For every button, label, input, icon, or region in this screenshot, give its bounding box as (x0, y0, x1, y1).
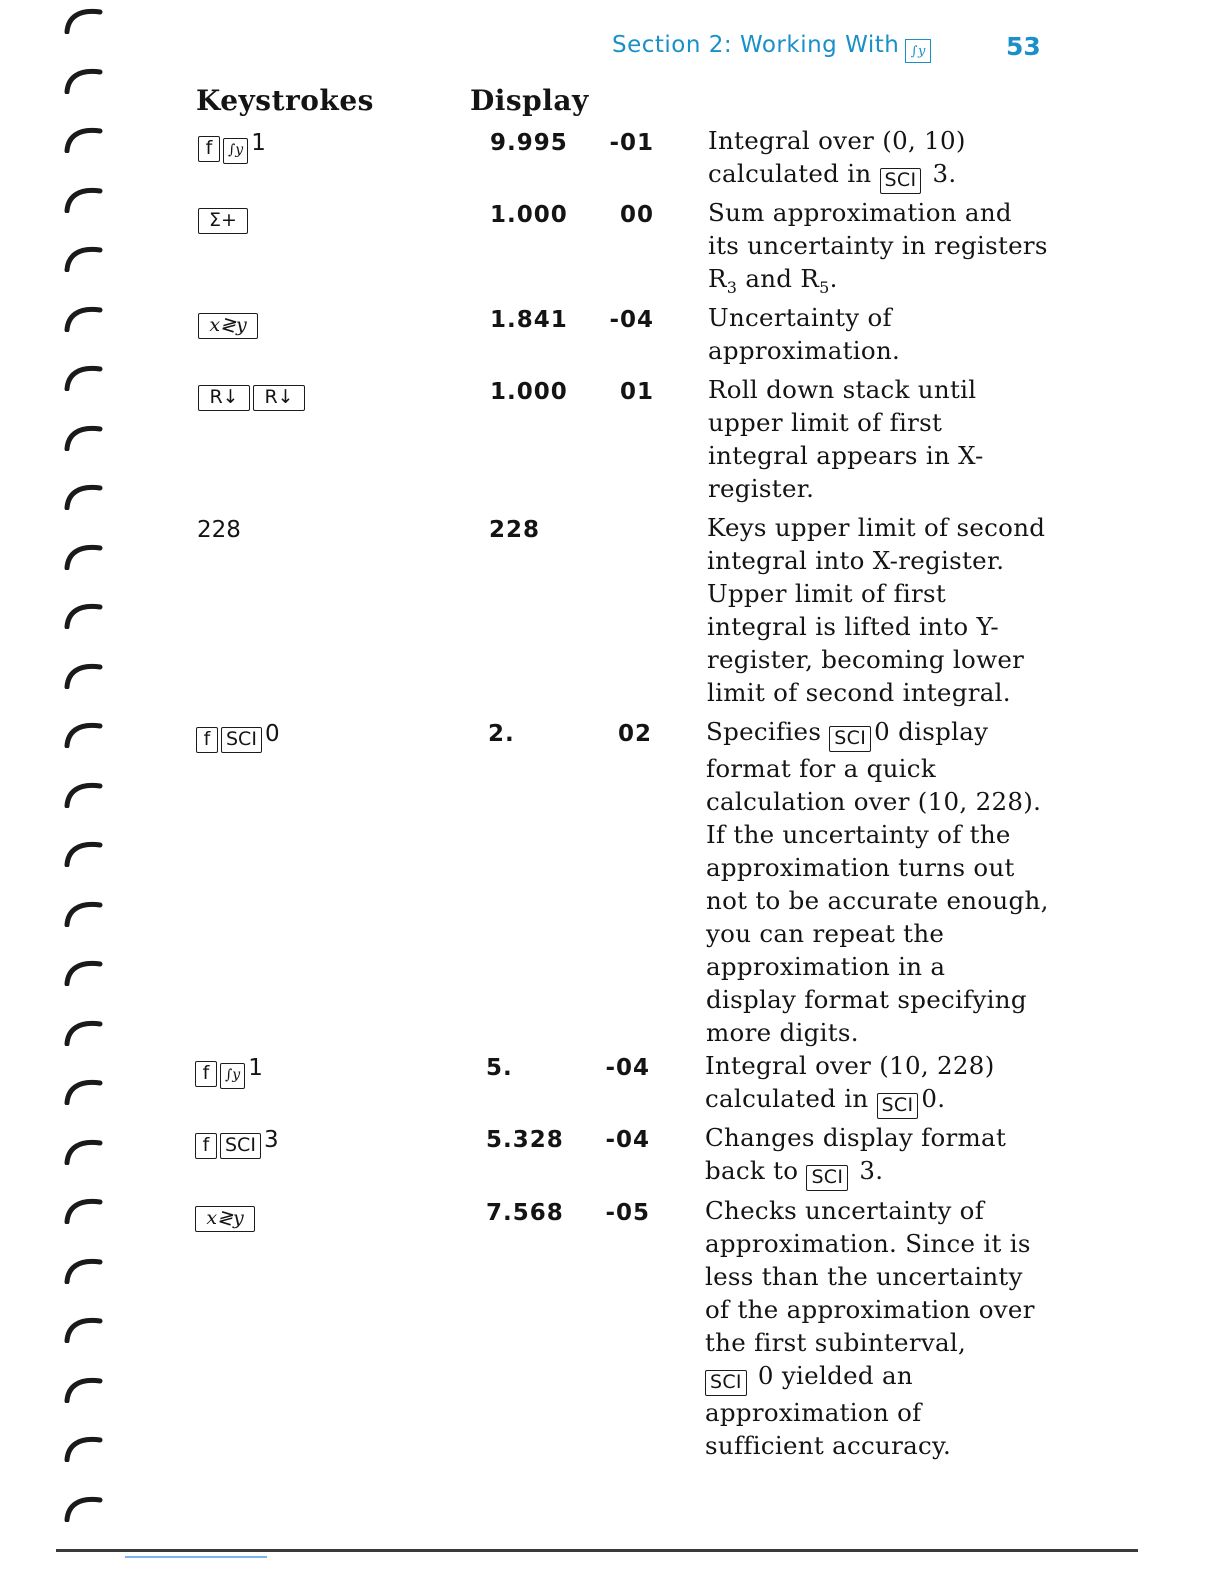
description-line: more digits. (706, 1018, 859, 1047)
display-exponent: -05 (605, 1200, 650, 1226)
binding-hook-icon (60, 1194, 104, 1224)
keystrokes-cell (198, 130, 266, 164)
sci-key: SCI (806, 1165, 848, 1191)
description-line: Uncertainty of (708, 303, 892, 332)
keystrokes-cell (197, 517, 241, 543)
binding-hook-icon (60, 1432, 104, 1462)
description-line: upper limit of first (708, 408, 943, 437)
f-key: f (195, 1061, 217, 1087)
description-line: Integral over (10, 228) (705, 1051, 995, 1080)
binding-hook-icon (60, 64, 104, 94)
binding-hook-icon (60, 302, 104, 332)
roll-down-key: R↓ (253, 385, 305, 411)
x-swap-y-key: x≷y (198, 313, 258, 339)
binding-hook-icon (60, 718, 104, 748)
description-line: you can repeat the (706, 919, 945, 948)
description-line: calculation over (10, 228). (706, 787, 1042, 816)
description (705, 1049, 1050, 1119)
description-text: 0 display (874, 717, 989, 746)
binding-hook-icon (60, 123, 104, 153)
description-text: calculated in (705, 1084, 877, 1113)
binding-hook-icon (60, 421, 104, 451)
keystrokes-cell (195, 1055, 263, 1089)
keystrokes-cell (198, 202, 251, 234)
keystrokes-cell (198, 379, 308, 411)
description-line: approximation in a (706, 952, 946, 981)
key-argument: 3 (263, 1127, 279, 1153)
description-line: Changes display format (705, 1123, 1007, 1152)
description (705, 1121, 1050, 1191)
description-line: sufficient accuracy. (705, 1431, 952, 1460)
description-line: limit of second integral. (707, 678, 1011, 707)
description-line: Keys upper limit of second (707, 513, 1046, 542)
description-text: back to (705, 1156, 807, 1185)
subscript: 3 (726, 277, 738, 297)
sci-key: SCI (220, 1133, 261, 1159)
description-line (705, 1082, 1050, 1119)
description-line: of the approximation over (705, 1295, 1035, 1324)
sci-key: SCI (221, 727, 262, 753)
binding-hook-icon (60, 242, 104, 272)
binding-hook-icon (60, 956, 104, 986)
keystrokes-cell (196, 721, 280, 753)
display-mantissa: 5. (486, 1055, 513, 1081)
bottom-rule (56, 1549, 1138, 1552)
description-text: Specifies (706, 717, 830, 746)
description-line: register, becoming lower (707, 645, 1025, 674)
integrate-key: ∫y (220, 1063, 245, 1089)
description-line: display format specifying (706, 985, 1027, 1014)
keystrokes-cell (195, 1200, 258, 1232)
sci-key: SCI (705, 1370, 747, 1396)
description (708, 124, 1053, 194)
section-title: Section 2: Working With (612, 32, 900, 58)
description-line: not to be accurate enough, (706, 886, 1049, 915)
integrate-key: ∫y (223, 138, 248, 164)
display-exponent: -04 (605, 1127, 650, 1153)
description-line: integral into X-register. (707, 546, 1005, 575)
description-text: and R (737, 264, 820, 293)
display-mantissa: 5.328 (486, 1127, 564, 1153)
roll-down-key: R↓ (198, 385, 250, 411)
binding-hook-icon (60, 1492, 104, 1522)
key-argument: 1 (251, 130, 266, 156)
display-exponent: -01 (609, 130, 654, 156)
binding-hook-icon (60, 1373, 104, 1403)
display-heading: Display (470, 84, 589, 117)
description-line: Integral over (0, 10) (708, 126, 966, 155)
description (708, 301, 1053, 367)
description-line: approximation. Since it is (705, 1229, 1031, 1258)
display-exponent: 00 (619, 202, 654, 228)
f-key: f (195, 1133, 217, 1159)
description (708, 373, 1053, 505)
description-line (706, 715, 1051, 752)
page-number: 53 (1006, 32, 1041, 61)
description-line: Roll down stack until (708, 375, 977, 404)
binding-hook-icon (60, 897, 104, 927)
f-key: f (198, 136, 220, 162)
binding-hook-icon (60, 1254, 104, 1284)
description-line: integral is lifted into Y- (707, 612, 999, 641)
description (707, 511, 1052, 709)
binding-hook-icon (60, 778, 104, 808)
description (705, 1194, 1050, 1462)
description (708, 196, 1053, 304)
sci-key: SCI (877, 1093, 919, 1119)
x-swap-y-key: x≷y (195, 1206, 255, 1232)
keystrokes-cell (195, 1127, 279, 1159)
description-line: If the uncertainty of the (706, 820, 1011, 849)
description-line: Checks uncertainty of (705, 1196, 985, 1225)
display-mantissa: 7.568 (486, 1200, 564, 1226)
binding-hook-icon (60, 1135, 104, 1165)
description-line: format for a quick (706, 754, 936, 783)
f-key: f (196, 727, 218, 753)
display-exponent: -04 (609, 307, 654, 333)
subscript: 5 (819, 277, 830, 297)
description-line: Sum approximation and (708, 198, 1012, 227)
sum-plus-key: Σ+ (198, 208, 248, 234)
binding-hook-icon (60, 183, 104, 213)
description-line: the first subinterval, (705, 1328, 967, 1357)
description-line: register. (708, 474, 815, 503)
description-text: calculated in (708, 159, 880, 188)
binding-hook-icon (60, 1313, 104, 1343)
binding-hook-icon (60, 480, 104, 510)
binding-hook-icon (60, 361, 104, 391)
description-line: approximation turns out (706, 853, 1015, 882)
keystrokes-cell (198, 307, 261, 339)
binding-hook-icon (60, 659, 104, 689)
running-header (612, 32, 931, 63)
description-line (708, 262, 1053, 304)
key-argument: 0 (264, 721, 280, 747)
display-mantissa: 2. (488, 721, 515, 747)
description (706, 715, 1051, 1049)
description-line (705, 1359, 1050, 1396)
display-exponent: -04 (605, 1055, 650, 1081)
key-argument: 1 (248, 1055, 263, 1081)
bottom-rule-accent (125, 1556, 267, 1558)
display-mantissa: 9.995 (490, 130, 568, 156)
description-text: 3. (924, 159, 957, 188)
description-line: its uncertainty in registers (708, 231, 1048, 260)
description-line: Upper limit of first (707, 579, 947, 608)
description-text: 0. (921, 1084, 946, 1113)
sci-key: SCI (880, 168, 922, 194)
binding-hook-icon (60, 837, 104, 867)
binding-hook-icon (60, 540, 104, 570)
description-text: . (829, 264, 838, 293)
description-text: 0 yielded an (749, 1361, 913, 1390)
display-mantissa: 1.000 (490, 379, 568, 405)
keystrokes-heading: Keystrokes (196, 84, 374, 117)
description-line: approximation of (705, 1398, 922, 1427)
binding-hook-icon (60, 599, 104, 629)
description-line: approximation. (708, 336, 901, 365)
description-text: R (708, 264, 727, 293)
display-mantissa: 228 (489, 517, 541, 543)
binding-hook-icon (60, 1075, 104, 1105)
key-entry-text: 228 (197, 517, 241, 543)
display-exponent: 02 (617, 721, 652, 747)
integrate-key-icon: ∫y (905, 39, 931, 63)
binding-hook-icon (60, 4, 104, 34)
sci-key: SCI (829, 726, 871, 752)
description-line: integral appears in X- (708, 441, 984, 470)
description-line (708, 157, 1053, 194)
description-text: 3. (851, 1156, 884, 1185)
display-mantissa: 1.841 (490, 307, 568, 333)
description-line: less than the uncertainty (705, 1262, 1023, 1291)
display-mantissa: 1.000 (490, 202, 568, 228)
binding-hook-icon (60, 1016, 104, 1046)
description-line (705, 1154, 1050, 1191)
display-exponent: 01 (619, 379, 654, 405)
